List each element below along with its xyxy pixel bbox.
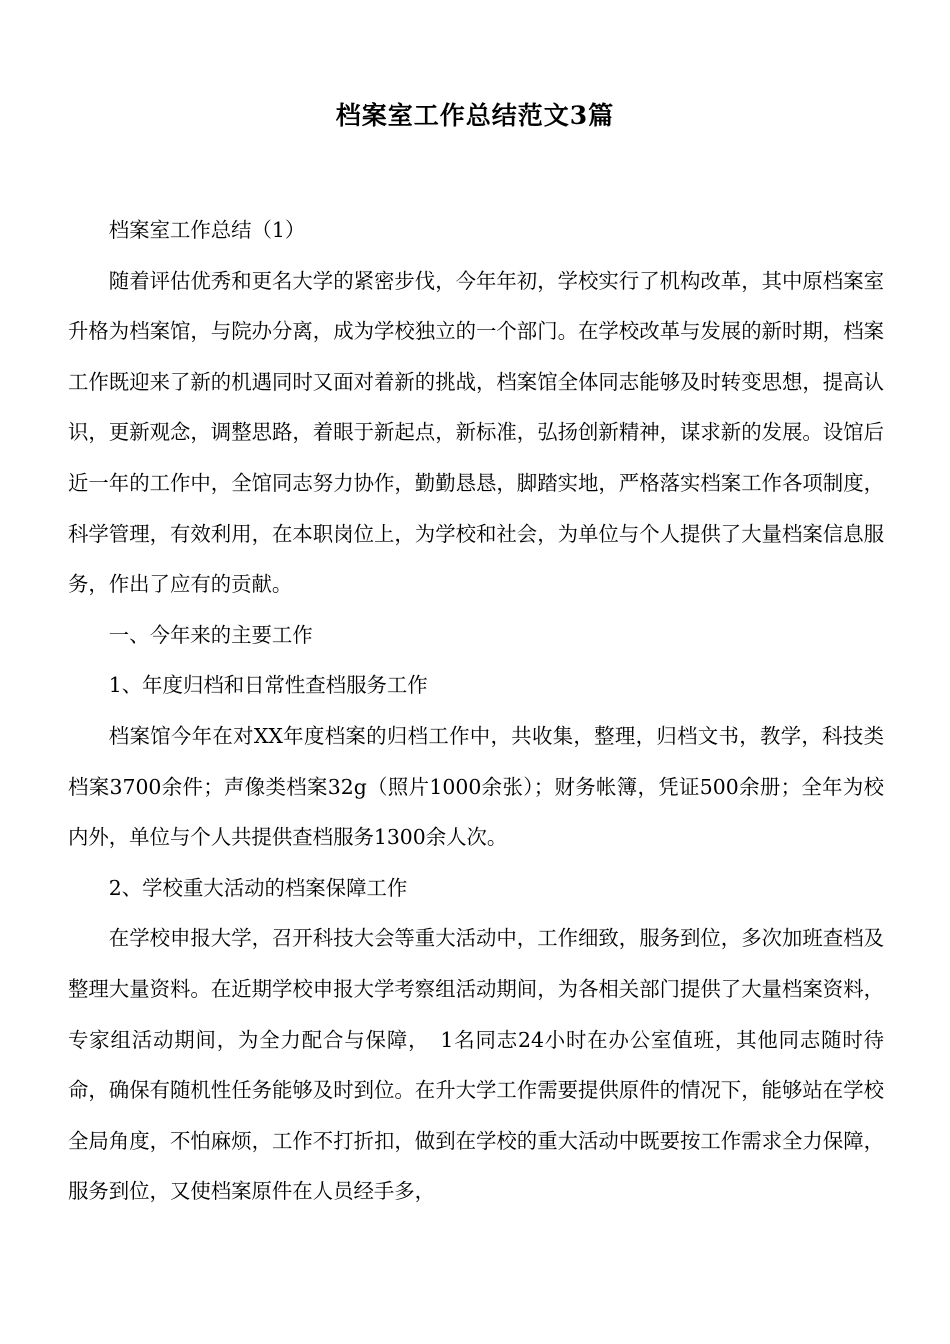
subheading: 2、学校重大活动的档案保障工作	[108, 875, 408, 900]
paragraph: 档案馆今年在对XX年度档案的归档工作中，共收集，整理，归档文书，教学，科技类档案3700余件；声像类档案32g（照片1000余张）；财务帐簿，凭证500余册；全年为校内外，单位与个人共提供查档服务1300余人次。	[68, 723, 884, 850]
document-title: 档案室工作总结范文3篇	[335, 101, 615, 130]
subheading: 1、年度归档和日常性查档服务工作	[108, 673, 428, 698]
paragraph: 在学校申报大学，召开科技大会等重大活动中，工作细致，服务到位，多次加班查档及整理大量资料。在近期学校申报大学考察组活动期间，为各相关部门提供了大量档案资料，专家组活动期间，为全力配合与保障， 1名同志24小时在办公室值班，其他同志随时待命，确保有随机性任务能够及时到位。在升大学工作需要提供原件的情况下，能够站在学校全局角度，不怕麻烦，工作不打折扣，做到在学校的重大活动中既要按工作需求全力保障，服务到位，又使档案原件在人员经手多，	[68, 926, 884, 1204]
section-heading: 档案室工作总结（1）	[108, 218, 306, 242]
paragraph: 随着评估优秀和更名大学的紧密步伐，今年年初，学校实行了机构改革，其中原档案室升格为档案馆，与院办分离，成为学校独立的一个部门。在学校改革与发展的新时期，档案工作既迎来了新的机遇同时又面对着新的挑战，档案馆全体同志能够及时转变思想，提高认识，更新观念，调整思路，着眼于新起点，新标准，弘扬创新精神，谋求新的发展。设馆后近一年的工作中，全馆同志努力协作，勤勤恳恳，脚踏实地，严格落实档案工作各项制度，科学管理，有效利用，在本职岗位上，为学校和社会，为单位与个人提供了大量档案信息服务，作出了应有的贡献。	[68, 268, 884, 597]
document-body	[68, 205, 884, 1217]
subheading: 一、今年来的主要工作	[108, 622, 313, 647]
